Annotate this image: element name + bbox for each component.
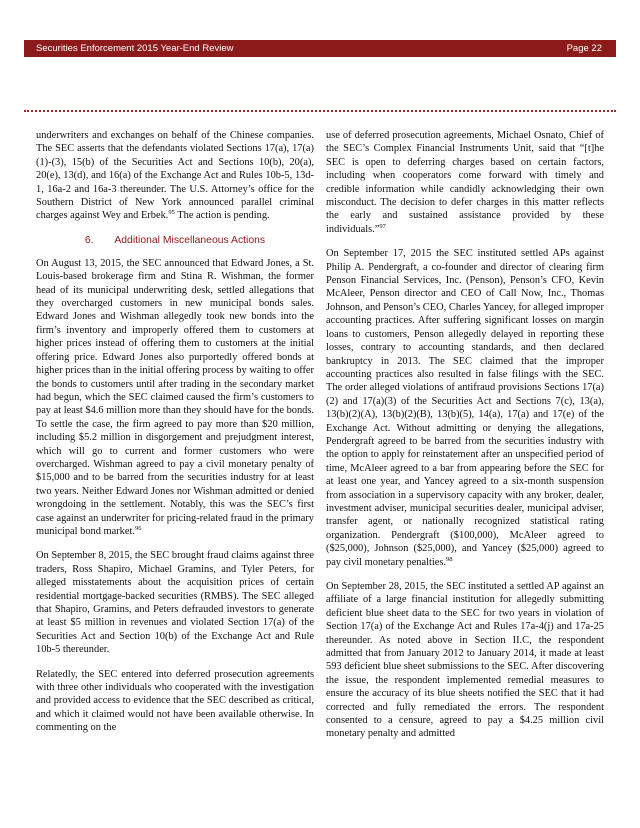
footnote-ref[interactable]: 96: [134, 524, 142, 532]
paragraph: On September 8, 2015, the SEC brought fraud claims against three traders, Ross Shapiro, Michael Gramins, and Tyler Peters, for alleged misstatements about the acquisition prices of certain residential mortgage-backed securities (RMBS). The SEC alleged that Shapiro, Gramins, and Peters defrauded investors to generate at least $5 million in revenues and violated Section 17(a) of the Securities Act and Section 10(b) of the Exchange Act and Rule 10b-5 thereunder.: [36, 550, 314, 656]
section-heading: 6. Additional Miscellaneous Actions: [84, 234, 266, 246]
footnote-ref[interactable]: 95: [168, 209, 175, 217]
header-title: Securities Enforcement 2015 Year-End Review: [36, 43, 234, 54]
paragraph: underwriters and exchanges on behalf of the Chinese companies. The SEC asserts that the defendants violated Sections 17(a), 17(a)(1)-(3), 15(b) of the Securities Act and Sections 10(b), 20(a), 20(e), 13(d), and 16(a) of the Exchange Act and Rules 10b-5, 13d-1, 16a-2 and 16a-3 thereunder. The U.S. Attorney’s office for the Southern District of New York announced parallel criminal charges against Wey and Erbek.$^{95}$ The action is pending.: [36, 130, 314, 222]
page-header: [24, 40, 616, 57]
footnote-ref[interactable]: 98: [446, 555, 453, 563]
footnote-ref[interactable]: 97: [379, 222, 386, 230]
dotted-divider: [24, 110, 616, 112]
paragraph: Relatedly, the SEC entered into deferred prosecution agreements with three other individuals who cooperated with the investigation and provided access to evidence that the SEC described as critical, and which it claimed would not have been available otherwise. In commenting on the: [36, 668, 314, 734]
paragraph: On September 17, 2015 the SEC instituted settled APs against Philip A. Pendergraft, a co-founder and director of clearing firm Penson Financial Services, Inc. (Penson), Penson’s CFO, Kevin McAleer, Penson director and CEO of Call Now, Inc., Thomas Johnson, and Penson’s CEO, Charles Yancey, for alleged improper accounting practices. After suffering significant losses on margin loans to customers, Penson allegedly delayed in reporting these losses, contrary to accounting standards, and then declared bankruptcy in 2013. The SEC claimed that the improper accounting practices also resulted in false filings with the SEC. The order alleged violations of antifraud provisions Sections 17(a)(2) and 17(a)(3) of the Securities Act and Sections 7(c), 13(a), 13(b)(2)(A), 13(b)(2)(B), 13(b)(5), 14(a), 17(a) and 17(e) of the Exchange Act. Without admitting or denying the allegations, Pendergraft agreed to be barred from the securities industry with the option to apply for reinstatement after an unspecified period of time, McAleer agreed to a bar from appearing before the SEC for at least one year, and Yancey agreed to a six-month suspension from association in a supervisory capacity with any broker, dealer, investment adviser, municipal securities dealer, municipal adviser, transfer agent, or nationally recognized statistical rating organization. Pendergraft ($100,000), McAleer agreed to ($25,000), Johnson ($25,000), and Yancey ($25,000) agreed to pay civil monetary penalties.$^{98}$: [326, 248, 604, 568]
right-column: [326, 129, 604, 752]
paragraph: use of deferred prosecution agreements, Michael Osnato, Chief of the SEC’s Complex Financial Instruments Unit, said that “[t]he SEC is open to deferring charges based on certain factors, including when cooperators come forward with timely and credible information while candidly acknowledging their own misconduct. The decision to defer charges in this matter reflects the early and sustained assistance provided by these individuals.”$^{97}$: [326, 130, 604, 235]
paragraph: On September 28, 2015, the SEC instituted a settled AP against an affiliate of a large financial institution for allegedly submitting deficient blue sheet data to the SEC for two years in violation of Section 17(a) of the Exchange Act and Rules 17a-4(j) and 17a-25 thereunder. As noted above in Section II.C, the respondent admitted that from January 2012 to January 2014, it made at least 593 deficient blue sheet submissions to the SEC. After discovering the issue, the respondent implemented remedial measures to ensure the accuracy of its blue sheets notified the SEC that it had corrected and fully remediated the errors. The respondent consented to a censure, agreed to pay a $4.25 million civil monetary penalty and admitted: [326, 581, 604, 740]
paragraph: On August 13, 2015, the SEC announced that Edward Jones, a St. Louis-based brokerage firm and Stina R. Wishman, the former head of its municipal underwriting desk, settled allegations that they overcharged customers in new municipal bonds sales. Edward Jones and Wishman allegedly took new bonds into the firm’s inventory and improperly offered them to customers at higher prices instead of offering them to customers at the initial offering price. Edward Jones also purportedly offered bonds at higher prices than in the initial offering process by waiting to offer the bonds to customers until after trading in the secondary market had begun, which the SEC claimed caused the firm’s customers to pay at least $4.6 million more than they should have for the bonds. To settle the case, the firm agreed to pay more than $20 million, including $5.2 million in disgorgement and prejudgment interest, which will go to current and former customers who were overcharged. Wishman agreed to pay a civil monetary penalty of $15,000 and to be barred from the securities industry for at least two years. Neither Edward Jones nor Wishman admitted or denied wrongdoing in the settlement. Notably, this was the SEC’s first case against an underwriter for pricing-related fraud in the primary municipal bond market.$^{96}$: [36, 257, 314, 537]
page-number: Page 22: [566, 43, 602, 54]
left-column: [36, 129, 314, 746]
